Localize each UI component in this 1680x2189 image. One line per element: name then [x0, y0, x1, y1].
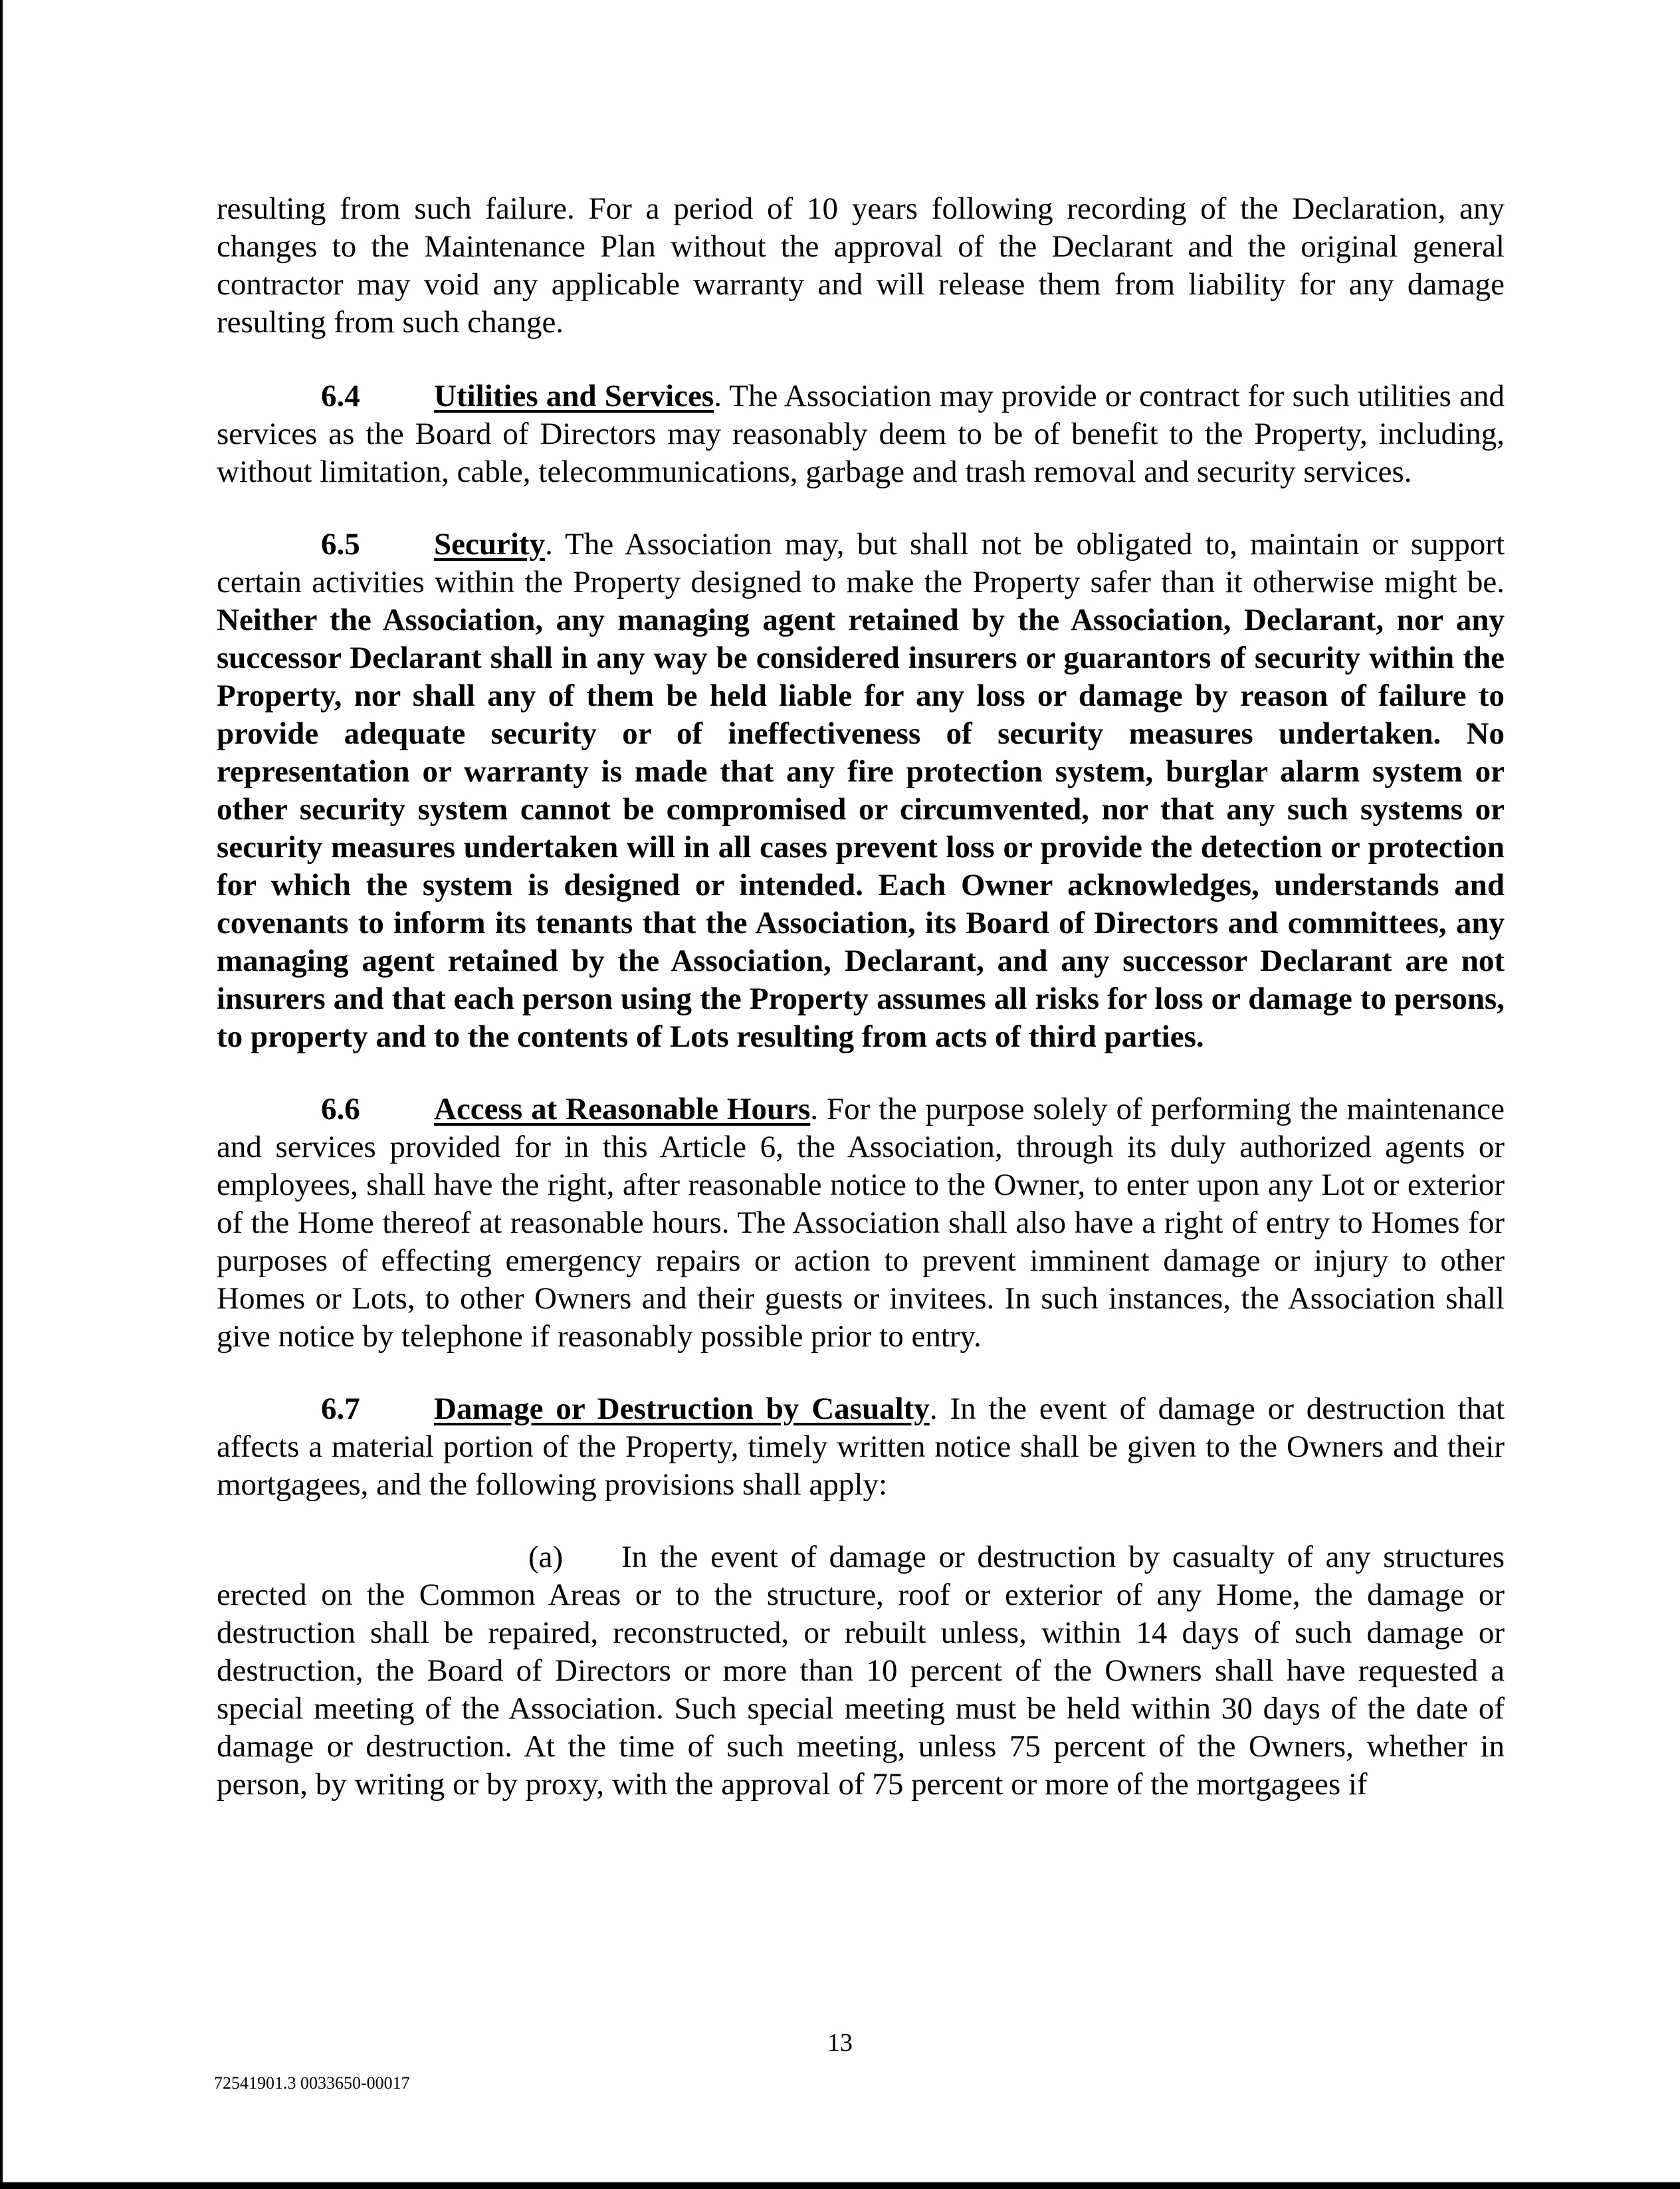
- section-6-6: [217, 1091, 1505, 1356]
- section-6-7: [217, 1390, 1505, 1504]
- section-title: Access at Reasonable Hours: [434, 1092, 811, 1126]
- page-number: 13: [827, 2029, 853, 2057]
- document-id: 72541901.3 0033650-00017: [214, 2073, 410, 2093]
- section-number: 6.7: [321, 1392, 360, 1426]
- section-body: . For the purpose solely of performing the maintenance and services provided for in this Article 6, the Association, through its duly authorized agents or employees, shall have the right, after reasonable notice to the Owner, to enter upon any Lot or exterior of the Home thereof at reasonable hours. The Association shall also have a right of entry to Homes for purposes of effecting emergency repairs or action to prevent imminent damage or injury to other Homes or Lots, to other Owners and their guests or invitees. In such instances, the Association shall give notice by telephone if reasonably possible prior to entry.: [217, 1092, 1505, 1354]
- section-title: Damage or Destruction by Casualty: [434, 1392, 930, 1426]
- section-title: Security: [434, 527, 546, 562]
- section-number: 6.5: [321, 527, 360, 562]
- subsection-body: In the event of damage or destruction by casualty of any structures erected on the Common Areas or to the structure, roof or exterior of any Home, the damage or destruction shall be repaired, reconstructed, or rebuilt unless, within 14 days of such damage or destruction, the Board of Directors or more than 10 percent of the Owners shall have requested a special meeting of the Association. Such special meeting must be held within 30 days of the date of damage or destruction. At the time of such meeting, unless 75 percent of the Owners, whether in person, by writing or by proxy, with the approval of 75 percent or more of the mortgagees if: [217, 1540, 1505, 1802]
- section-body: . In the event of damage or destruction that affects a material portion of the Property, timely written notice shall be given to the Owners and their mortgagees, and the following provisions shall apply:: [217, 1392, 1505, 1502]
- section-title: Utilities and Services: [434, 379, 714, 413]
- section-6-4: [217, 377, 1505, 491]
- section-number: 6.4: [321, 379, 360, 413]
- section-body-bold-disclaimer: Neither the Association, any managing agent retained by the Association, Declarant, nor any successor Declarant shall in any way be considered insurers or guarantors of security within the Property, nor shall any of them be held liable for any loss or damage by reason of failure to provide adequate security or of ineffectiveness of security measures undertaken. No representation or warranty is made that any fire protection system, burglar alarm system or other security system cannot be compromised or circumvented, nor that any such systems or security measures undertaken will in all cases prevent loss or provide the detection or protection for which the system is designed or intended. Each Owner acknowledges, understands and covenants to inform its tenants that the Association, its Board of Directors and committees, any managing agent retained by the Association, Declarant, and any successor Declarant are not insurers and that each person using the Property assumes all risks for loss or damage to persons, to property and to the contents of Lots resulting from acts of third parties.: [217, 603, 1505, 1054]
- section-6-5: [217, 526, 1505, 1056]
- paragraph-text: resulting from such failure. For a period of 10 years following recording of the Declaration, any changes to the Maintenance Plan without the approval of the Declarant and the original general contractor may void any applicable warranty and will release them from liability for any damage resulting from such change.: [217, 191, 1505, 340]
- section-number: 6.6: [321, 1092, 360, 1126]
- scan-edge-left: [0, 0, 3, 2189]
- paragraph-continuation: [217, 190, 1505, 342]
- document-body: [217, 190, 1505, 1838]
- section-body: . The Association may provide or contract for such utilities and services as the Board of Directors may reasonably deem to be of benefit to the Property, including, without limitation, cable, telecommunications, garbage and trash removal and security services.: [217, 379, 1505, 489]
- section-body: . The Association may, but shall not be obligated to, maintain or support certain activities within the Property designed to make the Property safer than it otherwise might be.: [217, 527, 1505, 599]
- subsection-6-7-a: [217, 1538, 1505, 1804]
- subsection-label: (a): [528, 1540, 564, 1574]
- scan-edge-bottom: [0, 2182, 1680, 2189]
